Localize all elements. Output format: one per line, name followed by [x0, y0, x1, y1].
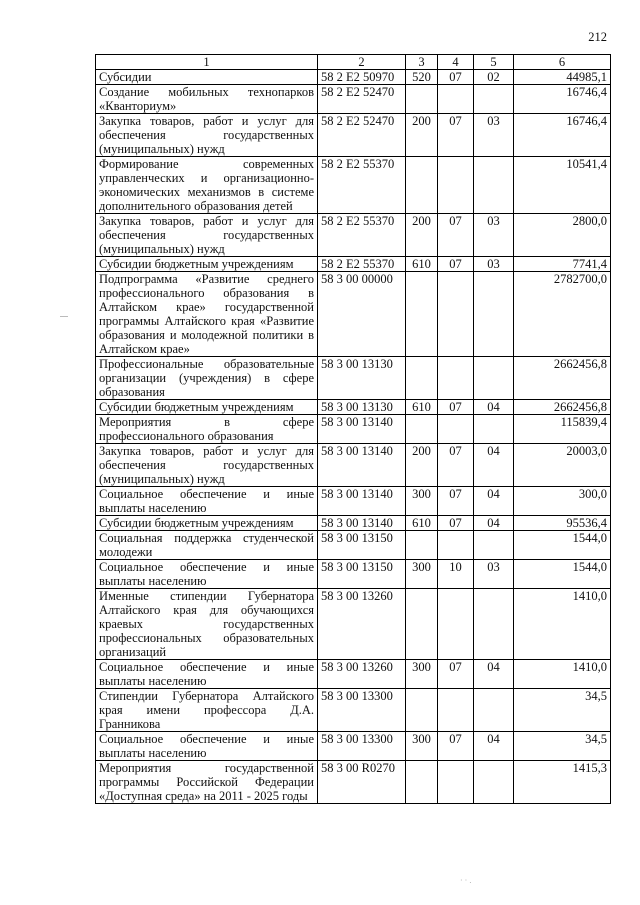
cell-amount: 44985,1 — [514, 70, 611, 85]
cell-col-5: 03 — [474, 214, 514, 257]
cell-code: 58 3 00 13130 — [318, 357, 406, 400]
cell-amount: 115839,4 — [514, 415, 611, 444]
cell-code: 58 3 00 13140 — [318, 444, 406, 487]
cell-col-4 — [438, 157, 474, 214]
cell-col-3: 610 — [406, 257, 438, 272]
cell-col-4 — [438, 531, 474, 560]
cell-col-5 — [474, 157, 514, 214]
cell-name: Формирование современных управленческих и организационно-экономических механизмов в системе дополнительного образования детей — [96, 157, 318, 214]
cell-col-5: 04 — [474, 487, 514, 516]
cell-name: Социальное обеспечение и иные выплаты населению — [96, 487, 318, 516]
cell-col-4 — [438, 85, 474, 114]
cell-name: Мероприятия государственной программы Российской Федерации «Доступная среда» на 2011 - 2025 годы — [96, 761, 318, 804]
cell-code: 58 3 00 00000 — [318, 272, 406, 357]
cell-amount: 20003,0 — [514, 444, 611, 487]
cell-col-4: 07 — [438, 214, 474, 257]
cell-col-4: 10 — [438, 560, 474, 589]
cell-col-3: 300 — [406, 660, 438, 689]
cell-col-5 — [474, 357, 514, 400]
cell-name: Закупка товаров, работ и услуг для обеспечения государственных (муниципальных) нужд — [96, 444, 318, 487]
table-row — [96, 85, 611, 114]
cell-col-3 — [406, 85, 438, 114]
cell-name: Мероприятия в сфере профессионального образования — [96, 415, 318, 444]
cell-col-4 — [438, 272, 474, 357]
cell-code: 58 3 00 13260 — [318, 589, 406, 660]
cell-amount: 2800,0 — [514, 214, 611, 257]
cell-code: 58 3 00 13150 — [318, 531, 406, 560]
cell-col-5: 04 — [474, 444, 514, 487]
cell-name: Социальное обеспечение и иные выплаты населению — [96, 732, 318, 761]
cell-amount: 1410,0 — [514, 660, 611, 689]
table-row — [96, 689, 611, 732]
cell-name: Субсидии — [96, 70, 318, 85]
cell-amount: 1410,0 — [514, 589, 611, 660]
cell-col-5 — [474, 415, 514, 444]
cell-col-4: 07 — [438, 257, 474, 272]
cell-col-4 — [438, 589, 474, 660]
table-row — [96, 589, 611, 660]
table-row — [96, 531, 611, 560]
header-col-3: 3 — [406, 55, 438, 70]
cell-col-5 — [474, 272, 514, 357]
table-row — [96, 487, 611, 516]
cell-code: 58 3 00 13300 — [318, 732, 406, 761]
cell-code: 58 3 00 R0270 — [318, 761, 406, 804]
cell-col-3: 200 — [406, 214, 438, 257]
cell-col-3 — [406, 531, 438, 560]
cell-name: Социальная поддержка студенческой молодежи — [96, 531, 318, 560]
page-number: 212 — [588, 30, 607, 44]
cell-col-4 — [438, 415, 474, 444]
cell-col-5 — [474, 689, 514, 732]
cell-amount: 2782700,0 — [514, 272, 611, 357]
cell-col-5 — [474, 85, 514, 114]
cell-col-4 — [438, 761, 474, 804]
table-row — [96, 272, 611, 357]
cell-name: Создание мобильных технопарков «Кванториум» — [96, 85, 318, 114]
cell-name: Субсидии бюджетным учреждениям — [96, 257, 318, 272]
cell-name: Субсидии бюджетным учреждениям — [96, 400, 318, 415]
cell-amount: 16746,4 — [514, 85, 611, 114]
cell-amount: 7741,4 — [514, 257, 611, 272]
cell-col-4: 07 — [438, 516, 474, 531]
cell-col-3 — [406, 689, 438, 732]
cell-code: 58 3 00 13150 — [318, 560, 406, 589]
table-row — [96, 157, 611, 214]
cell-code: 58 2 E2 55370 — [318, 214, 406, 257]
cell-col-3 — [406, 415, 438, 444]
cell-col-3 — [406, 761, 438, 804]
cell-col-4: 07 — [438, 444, 474, 487]
cell-col-4: 07 — [438, 400, 474, 415]
budget-table — [95, 54, 611, 804]
cell-code: 58 3 00 13300 — [318, 689, 406, 732]
table-row — [96, 357, 611, 400]
cell-code: 58 3 00 13140 — [318, 516, 406, 531]
cell-col-5: 03 — [474, 560, 514, 589]
cell-col-3: 300 — [406, 487, 438, 516]
cell-col-3 — [406, 157, 438, 214]
cell-code: 58 2 E2 55370 — [318, 257, 406, 272]
header-col-5: 5 — [474, 55, 514, 70]
cell-amount: 34,5 — [514, 732, 611, 761]
table-row — [96, 761, 611, 804]
cell-col-4: 07 — [438, 70, 474, 85]
table-row — [96, 444, 611, 487]
cell-col-4 — [438, 689, 474, 732]
cell-name: Закупка товаров, работ и услуг для обеспечения государственных (муниципальных) нужд — [96, 214, 318, 257]
cell-col-4: 07 — [438, 732, 474, 761]
cell-col-5: 04 — [474, 660, 514, 689]
table-row — [96, 257, 611, 272]
cell-col-5: 04 — [474, 516, 514, 531]
cell-col-3: 200 — [406, 444, 438, 487]
cell-code: 58 2 E2 55370 — [318, 157, 406, 214]
cell-name: Профессиональные образовательные организации (учреждения) в сфере образования — [96, 357, 318, 400]
table-row — [96, 732, 611, 761]
cell-code: 58 2 E2 52470 — [318, 85, 406, 114]
table-row — [96, 560, 611, 589]
cell-amount: 34,5 — [514, 689, 611, 732]
cell-name: Подпрограмма «Развитие среднего профессионального образования в Алтайском крае» государственной программы Алтайского края «Развитие образования и молодежной политики в Алтайском крае» — [96, 272, 318, 357]
cell-name: Социальное обеспечение и иные выплаты населению — [96, 560, 318, 589]
cell-col-3: 300 — [406, 732, 438, 761]
cell-col-5: 03 — [474, 257, 514, 272]
cell-amount: 1415,3 — [514, 761, 611, 804]
cell-col-5: 02 — [474, 70, 514, 85]
cell-col-3: 300 — [406, 560, 438, 589]
cell-code: 58 3 00 13140 — [318, 415, 406, 444]
cell-col-5: 03 — [474, 114, 514, 157]
cell-amount: 1544,0 — [514, 560, 611, 589]
table-row — [96, 400, 611, 415]
scan-artifact: · · . — [460, 876, 472, 885]
header-col-1: 1 — [96, 55, 318, 70]
cell-col-3 — [406, 589, 438, 660]
header-col-6: 6 — [514, 55, 611, 70]
cell-amount: 1544,0 — [514, 531, 611, 560]
scan-edge-mark — [60, 316, 68, 317]
cell-amount: 2662456,8 — [514, 400, 611, 415]
cell-col-5 — [474, 589, 514, 660]
table-row — [96, 70, 611, 85]
header-col-2: 2 — [318, 55, 406, 70]
table-body — [96, 70, 611, 804]
table-row — [96, 660, 611, 689]
header-col-4: 4 — [438, 55, 474, 70]
cell-col-3: 520 — [406, 70, 438, 85]
cell-col-4: 07 — [438, 660, 474, 689]
cell-col-4 — [438, 357, 474, 400]
cell-col-3: 200 — [406, 114, 438, 157]
cell-code: 58 2 E2 52470 — [318, 114, 406, 157]
cell-amount: 2662456,8 — [514, 357, 611, 400]
cell-name: Субсидии бюджетным учреждениям — [96, 516, 318, 531]
cell-name: Социальное обеспечение и иные выплаты населению — [96, 660, 318, 689]
cell-col-5 — [474, 761, 514, 804]
cell-code: 58 3 00 13260 — [318, 660, 406, 689]
cell-name: Закупка товаров, работ и услуг для обеспечения государственных (муниципальных) нужд — [96, 114, 318, 157]
cell-col-4: 07 — [438, 487, 474, 516]
cell-col-5 — [474, 531, 514, 560]
cell-col-3 — [406, 357, 438, 400]
table-row — [96, 415, 611, 444]
cell-code: 58 3 00 13140 — [318, 487, 406, 516]
cell-amount: 10541,4 — [514, 157, 611, 214]
cell-amount: 300,0 — [514, 487, 611, 516]
cell-amount: 16746,4 — [514, 114, 611, 157]
cell-name: Стипендии Губернатора Алтайского края имени профессора Д.А. Гранникова — [96, 689, 318, 732]
cell-col-3 — [406, 272, 438, 357]
cell-code: 58 3 00 13130 — [318, 400, 406, 415]
cell-col-5: 04 — [474, 400, 514, 415]
cell-code: 58 2 E2 50970 — [318, 70, 406, 85]
cell-col-3: 610 — [406, 516, 438, 531]
cell-col-4: 07 — [438, 114, 474, 157]
header-row — [96, 55, 611, 70]
cell-amount: 95536,4 — [514, 516, 611, 531]
cell-col-5: 04 — [474, 732, 514, 761]
cell-col-3: 610 — [406, 400, 438, 415]
table-row — [96, 214, 611, 257]
table-row — [96, 114, 611, 157]
cell-name: Именные стипендии Губернатора Алтайского края для обучающихся краевых государственных профессиональных образовательных организаций — [96, 589, 318, 660]
table-row — [96, 516, 611, 531]
